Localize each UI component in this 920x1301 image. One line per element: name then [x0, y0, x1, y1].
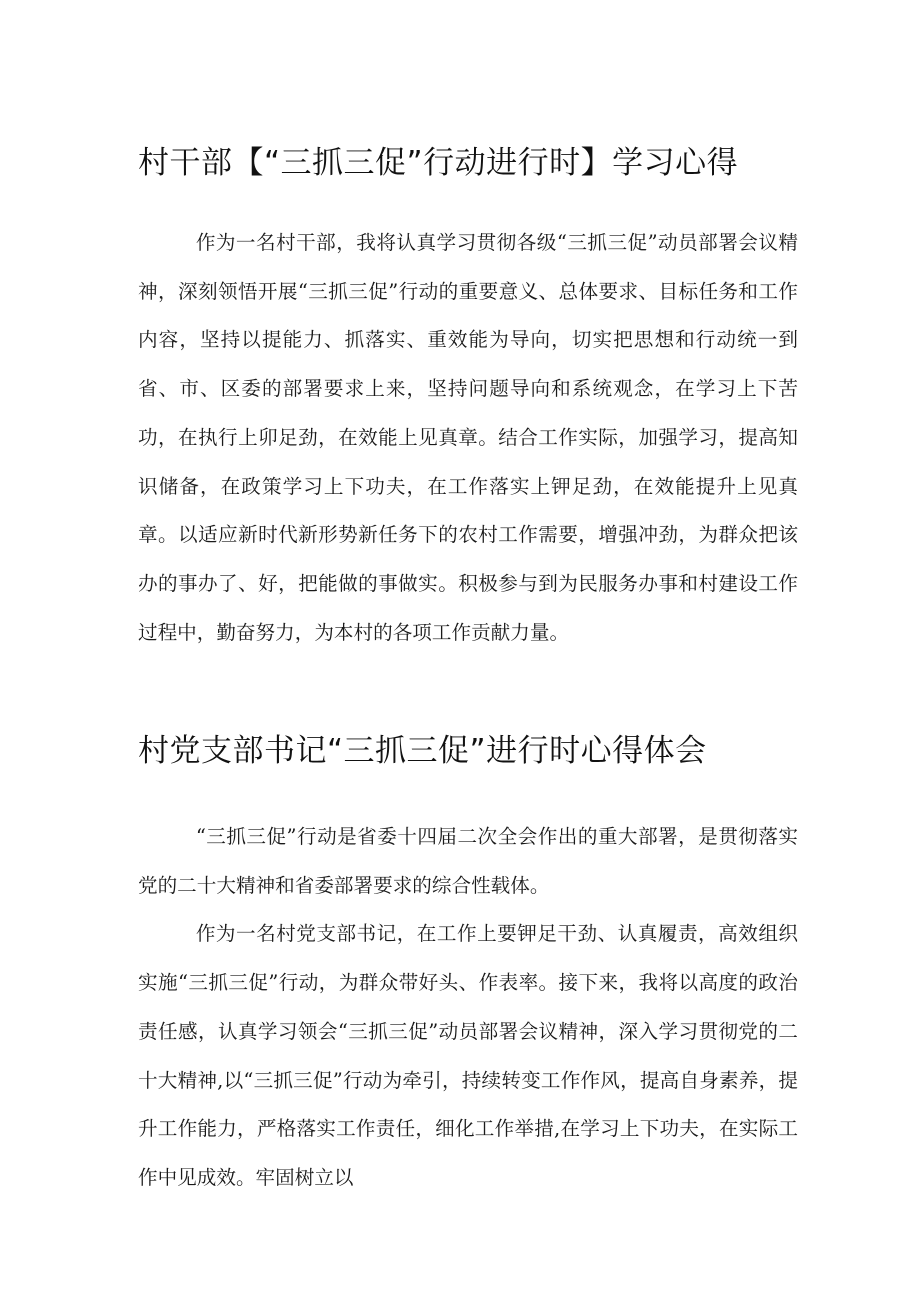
body-paragraph: 作为一名村干部，我将认真学习贯彻各级“三抓三促”动员部署会议精神，深刻领悟开展“三抓三促”行动的重要意义、总体要求、目标任务和工作内容，坚持以提能力、抓落实、重效能为导向，切实把思想和行动统一到省、市、区委的部署要求上来，坚持问题导向和系统观念，在学习上下苦功，在执行上卯足劲，在效能上见真章。结合工作实际，加强学习，提高知识储备，在政策学习上下功夫，在工作落实上钾足劲，在效能提升上见真章。以适应新时代新形势新任务下的农村工作需要，增强冲劲，为群众把该办的事办了、好，把能做的事做实。积极参与到为民服务办事和村建设工作过程中，勤奋努力，为本村的各项工作贡献力量。: [138, 231, 798, 644]
body-paragraph: “三抓三促”行动是省委十四届二次全会作出的重大部署，是贯彻落实党的二十大精神和省委部署要求的综合性载体。: [138, 825, 798, 897]
section-party-secretary: [138, 728, 798, 1203]
section-village-cadre: [138, 140, 798, 657]
section-heading: 村党支部书记“三抓三促”进行时心得体会: [138, 733, 707, 769]
section-heading: 村干部【“三抓三促”行动进行时】学习心得: [138, 145, 739, 181]
body-paragraph: 作为一名村党支部书记，在工作上要钾足干劲、认真履责，高效组织实施“三抓三促”行动，为群众带好头、作表率。接下来，我将以高度的政治责任感，认真学习领会“三抓三促”动员部署会议精神，深入学习贯彻党的二十大精神,以“三抓三促”行动为牵引，持续转变工作作风，提高自身素养，提升工作能力，严格落实工作责任，细化工作举措,在学习上下功夫，在实际工作中见成效。牢固树立以: [138, 922, 798, 1189]
